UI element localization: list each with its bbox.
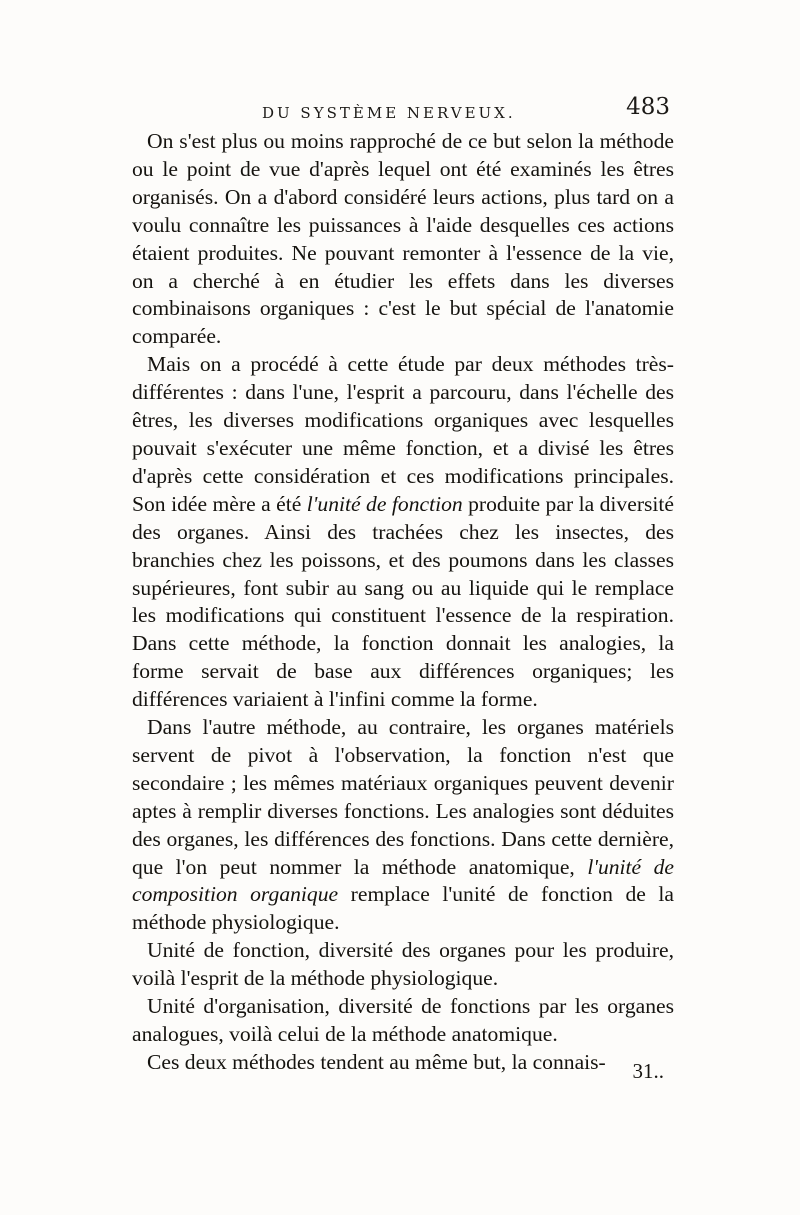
paragraph-3: [132, 714, 674, 937]
page-header: [132, 94, 670, 126]
paragraph-3-italic: l'unité de composition organique: [132, 854, 674, 907]
paragraph-3-text-after: remplace l'unité de fonction de la méthode physiologique.: [132, 882, 675, 935]
paragraph-2-text-before: Mais on a procédé à cette étude par deux méthodes très-différentes : dans l'une, l'esprit a parcouru, dans l'échelle des êtres, les diverses modifications organiques avec lesquelles pouvait s'exécuter une même fonction, et a divisé les êtres d'après cette considération et ces modifications principales. Son idée mère a été: [132, 352, 674, 516]
paragraph-4-text: Unité de fonction, diversité des organes pour les produire, voilà l'esprit de la méthode physiologique.: [132, 938, 674, 991]
paragraph-5: [132, 993, 674, 1049]
paragraph-5-text: Unité d'organisation, diversité de fonctions par les organes analogues, voilà celui de la méthode anatomique.: [132, 994, 674, 1046]
paragraph-2-italic: l'unité de fonction: [306, 491, 463, 516]
paragraph-4: [132, 937, 674, 993]
paragraph-2: [132, 351, 674, 714]
paragraph-6: [132, 1049, 674, 1077]
paragraph-6-text: Ces deux méthodes tendent au même but, la connais-: [147, 1049, 606, 1074]
paragraph-1-text: On s'est plus ou moins rapproché de ce but selon la méthode ou le point de vue d'après lequel ont été examinés les êtres organisés. On a d'abord considéré leurs actions, plus tard on a voulu connaître les puissances à l'aide desquelles ces actions étaient produites. Ne pouvant remonter à l'essence de la vie, on a cherché à en étudier les effets dans les diverses combinaisons organiques : c'est le but spécial de l'anatomie comparée.: [132, 129, 674, 349]
body-text: [132, 128, 674, 1077]
paragraph-1: [132, 128, 674, 351]
paragraph-2-text-after: produite par la diversité des organes. Ainsi des trachées chez les insectes, des branchies chez les poissons, et des poumons dans les classes supérieures, font subir au sang ou au liquide qui le remplace les modifications qui constituent l'essence de la respiration. Dans cette méthode, la fonction donnait les analogies, la forme servait de base aux différences organiques; les différences variaient à l'infini comme la forme.: [132, 491, 674, 712]
page-number: 483: [626, 94, 670, 120]
signature-mark: 31..: [632, 1059, 664, 1083]
running-title: DU SYSTÈME NERVEUX.: [262, 104, 516, 122]
paragraph-3-text-before: Dans l'autre méthode, au contraire, les organes matériels servent de pivot à l'observation, la fonction n'est que secondaire ; les mêmes matériaux organiques peuvent devenir aptes à remplir diverses fonctions. Les analogies sont déduites des organes, les différences des fonctions. Dans cette dernière, que l'on peut nommer la méthode anatomique,: [132, 715, 674, 879]
